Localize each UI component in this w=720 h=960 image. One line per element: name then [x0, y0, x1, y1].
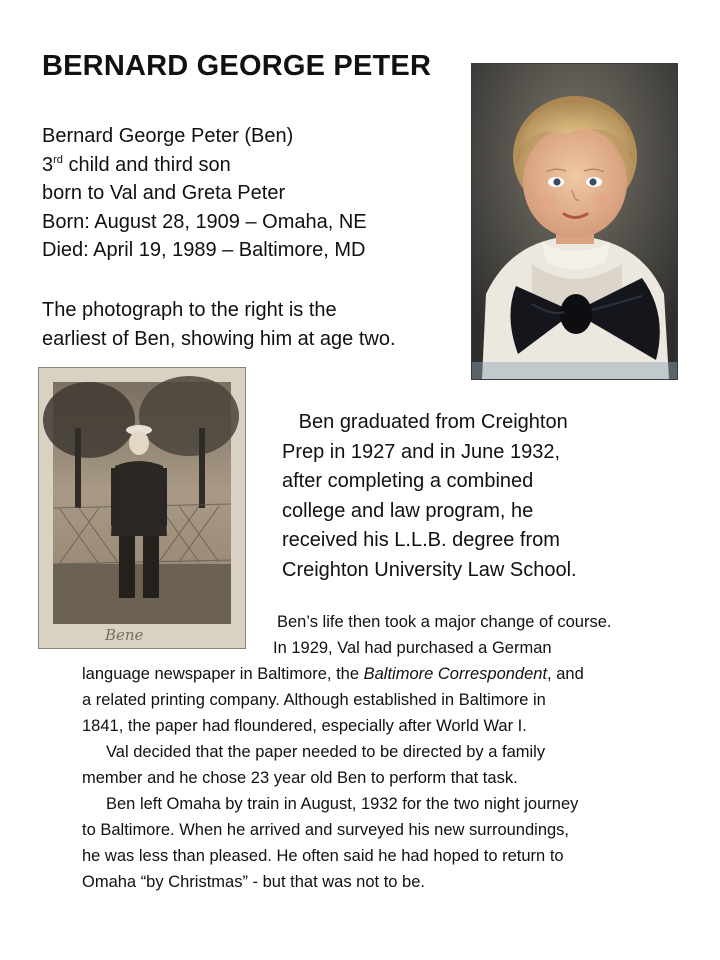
graduation-line-1: Ben graduated from Creighton [282, 411, 568, 433]
bio-name-line: Bernard George Peter (Ben) [42, 125, 294, 147]
birth-order-number: 3 [42, 153, 54, 176]
bio-born-line: Born: August 28, 1909 – Omaha, NE [42, 210, 367, 233]
life-line-10: he was less than pleased. He often said he had hoped to return to [82, 847, 564, 865]
life-line-6: Val decided that the paper needed to be directed by a family [106, 743, 546, 761]
page-title: BERNARD GEORGE PETER [42, 50, 432, 82]
graduation-line-6: Creighton University Law School. [282, 558, 577, 581]
photo-note-line-2: earliest of Ben, showing him at age two. [42, 327, 396, 350]
adult-photo-illustration [39, 368, 245, 648]
life-line-3-end: , and [547, 665, 584, 683]
photo-signature: Bene [105, 626, 144, 644]
bio-parents-line: born to Val and Greta Peter [42, 182, 286, 204]
life-line-8: Ben left Omaha by train in August, 1932 for the two night journey [106, 795, 579, 813]
graduation-line-3: after completing a combined [282, 470, 534, 492]
birth-order-suffix: rd [53, 153, 63, 166]
bio-birth-order-line [42, 151, 367, 180]
life-line-3 [82, 661, 702, 687]
life-line-7: member and he chose 23 year old Ben to perform that task. [82, 769, 518, 787]
baby-portrait-photo [471, 63, 678, 380]
birth-order-rest: child and third son [62, 153, 231, 176]
life-line-5: 1841, the paper had floundered, especially after World War I. [82, 717, 527, 735]
life-line-3-start: language newspaper in Baltimore, the [82, 665, 364, 683]
bio-died-line: Died: April 19, 1989 – Baltimore, MD [42, 239, 366, 261]
life-line-11: Omaha “by Christmas” - but that was not to be. [82, 873, 425, 891]
graduation-line-2: Prep in 1927 and in June 1932, [282, 440, 560, 463]
life-line-1: Ben’s life then took a major change of course. [277, 613, 612, 631]
graduation-line-5: received his L.L.B. degree from [282, 529, 560, 551]
newspaper-title: Baltimore Correspondent [363, 665, 548, 683]
graduation-line-4: college and law program, he [282, 499, 534, 522]
life-line-4: a related printing company. Although established in Baltimore in [82, 691, 546, 709]
bio-block [42, 122, 367, 265]
life-line-2: In 1929, Val had purchased a German [273, 639, 552, 657]
life-paragraph [82, 609, 702, 895]
adult-sepia-photo [38, 367, 246, 649]
baby-portrait-illustration [472, 64, 677, 379]
life-line-9: to Baltimore. When he arrived and surveyed his new surroundings, [82, 821, 569, 839]
graduation-paragraph [282, 408, 577, 585]
photo-note [42, 296, 396, 353]
photo-note-line-1: The photograph to the right is the [42, 299, 337, 321]
